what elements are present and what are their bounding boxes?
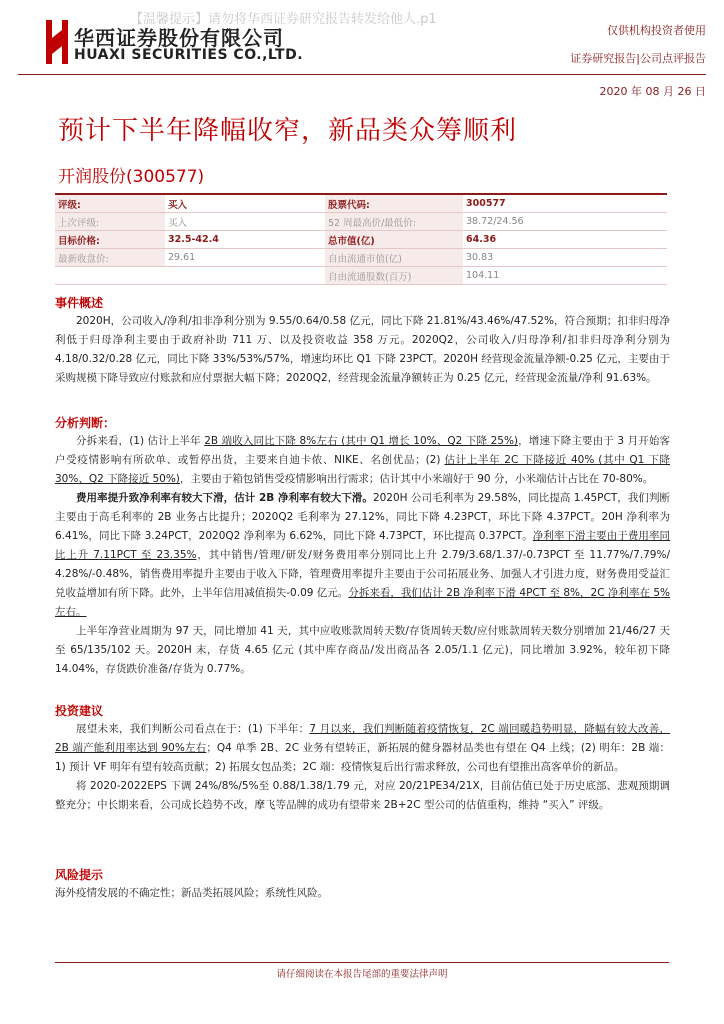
text-span: ；Q4 单季 2B、2C 业务有望转正，新拓展的健身器材品类也有望在 Q4 上线；(2) 明年：2B 端：1) 预计 VF 明年有望有较高贡献；2) 拓展女包品类；2C 端：疫情恢复后出行需求释放，公司也有望推出高客单价的新品。	[55, 742, 670, 773]
header-divider	[18, 74, 706, 75]
analysis-paragraph-3: 上半年净营业周期为 97 天，同比增加 41 天，其中应收账款周转天数/存货周转天数/应付账款周转天数分别增加 21/46/27 天至 65/135/102 天。2020H 末，存货 4.65 亿元 (其中库存商品/发出商品各 2.05/1.1 亿元)，同比增加 3.92%，较年初下降 14.04%，存货跌价准备/存货为 0.77%。	[55, 625, 670, 675]
company-logo-english: HUAXI SECURITIES CO.,LTD.	[74, 47, 304, 63]
close-price-label: 最新收盘价:	[55, 249, 165, 267]
rating-label: 评级:	[55, 194, 165, 213]
analysis-paragraph-2	[55, 489, 670, 622]
table-row	[55, 194, 667, 213]
market-cap-label: 总市值(亿)	[325, 231, 463, 249]
risk-heading: 风险提示	[55, 868, 104, 882]
analysis-body	[55, 432, 670, 679]
52w-range-value: 38.72/24.56	[463, 213, 667, 231]
table-row	[55, 249, 667, 267]
close-price-value: 29.61	[165, 249, 325, 267]
target-price-label: 目标价格:	[55, 231, 165, 249]
legal-notice: 请仔细阅读在本报告尾部的重要法律声明	[276, 969, 448, 980]
report-type: 证券研究报告|公司点评报告	[570, 52, 706, 65]
analysis-paragraph-1	[55, 432, 670, 489]
table-row	[55, 267, 667, 285]
events-body	[55, 312, 670, 388]
rating-info-table	[55, 193, 667, 285]
target-price-value: 32.5-42.4	[165, 231, 325, 249]
rating-value: 买入	[165, 194, 325, 213]
text-span: ，增速下降主要由于 3 月开始客户受疫情影响有所砍单、或暂停出货，主要来自迪卡侬、NIKE、名创优品；(2)	[55, 435, 670, 466]
invest-paragraph-1	[55, 720, 670, 777]
events-heading: 事件概述	[55, 296, 104, 310]
empty-cell	[165, 267, 325, 285]
bold-lead: 费用率提升致净利率有较大下滑，估计 2B 净利率有较大下滑。	[76, 492, 373, 504]
market-cap-value: 64.36	[463, 231, 667, 249]
stock-code-value: 300577	[463, 194, 667, 213]
report-title: 预计下半年降幅收窄，新品类众筹顺利	[58, 116, 518, 146]
invest-body	[55, 720, 670, 815]
invest-paragraph-2: 将 2020-2022EPS 下调 24%/8%/5%至 0.88/1.38/1.79 元，对应 20/21PE34/21X，目前估值已处于历史底部、悲观预期调整充分；中长期来看，公司成长趋势不改，摩飞等品牌的成功有望带来 2B+2C 型公司的估值重构，维持 “买入” 评级。	[55, 780, 670, 811]
table-row	[55, 231, 667, 249]
huaxi-logo-icon	[46, 20, 68, 64]
table-row	[55, 213, 667, 231]
text-span: ，其中销售/管理/研发/财务费用率分别同比上升 2.79/3.68/1.37/-0.73PCT 至 11.77%/7.79%/ 4.28%/-0.48%，销售费用率提升主要由于收入下降，管理费用率提升主要由于公司拓展业务、加强人才引进力度，财务费用受益汇兑收益增加有所下降。此外，上半年信用减值损失-0.09 亿元。	[55, 549, 670, 599]
text-span: 展望未来，我们判断公司看点在于：(1) 下半年：	[76, 723, 310, 735]
text-span: 2020H 公司毛利率为 29.58%，同比提高 1.45PCT，我们判断主要由于高毛利率的 2B 业务占比提升；2020Q2 毛利率为 27.12%，同比下降 4.23PCT，环比下降 4.37PCT。20H 净利率为 6.41%，同比下降 3.24PCT，2020Q2 净利率为 6.62%，同比下降 4.73PCT，环比提高 0.37PCT。	[55, 492, 670, 542]
prev-rating-value: 买入	[165, 213, 325, 231]
empty-cell	[55, 267, 165, 285]
stock-code-label: 股票代码:	[325, 194, 463, 213]
invest-heading: 投资建议	[55, 704, 104, 718]
text-span: ，主要由于箱包销售受疫情影响出行需求；估计其中小米端好于 90 分，小米端估计占比在 70-80%。	[179, 473, 654, 485]
footer-divider	[55, 962, 669, 963]
analysis-heading: 分析判断：	[55, 416, 116, 430]
risk-body	[55, 884, 670, 903]
float-shares-label: 自由流通股数(百万)	[325, 267, 463, 285]
52w-range-label: 52 周最高价/最低价:	[325, 213, 463, 231]
float-shares-value: 104.11	[463, 267, 667, 285]
underlined-text: 7 月以来，我们判断随着疫情恢复，2C 端回暖趋势明显，降幅有较大改善，2B 端产能利用率达到 90%左右	[55, 723, 670, 754]
float-cap-label: 自由流通市值(亿)	[325, 249, 463, 267]
text-span: 分拆来看，(1) 估计上半年	[76, 435, 205, 447]
underlined-text: 估计上半年 2C 下降接近 40% (其中 Q1 下降 30%、Q2 下降接近 50%)	[55, 454, 670, 485]
events-paragraph: 2020H，公司收入/净利/扣非净利分别为 9.55/0.64/0.58 亿元，同比下降 21.81%/43.46%/47.52%，符合预期；扣非归母净利低于归母净利主要由于政府补助 711 万、以及投资收益 358 万元。2020Q2，公司收入/归母净利/扣非归母净利分别为 4.18/0.32/0.28 亿元，同比下降 33%/53%/57%，增速均环比 Q1 下降 23PCT。2020H 经营现金流量净额-0.25 亿元，主要由于采购规模下降导致应付账款和应付票据大幅下降；2020Q2，经营现金流量净额转正为 0.25 亿元，经营现金流量/净利 91.63%。	[55, 315, 670, 384]
underlined-text: 2B 端收入同比下降 8%左右 (其中 Q1 增长 10%、Q2 下降 25%)	[204, 435, 519, 447]
company-name: 开润股份(300577)	[58, 167, 205, 187]
underlined-text: 净利率下滑主要由于费用率同比上升 7.11PCT 至 23.35%	[55, 530, 670, 561]
report-date: 2020 年 08 月 26 日	[599, 85, 706, 98]
watermark-notice: 【温馨提示】请勿将华西证券研究报告转发给他人.p1	[130, 12, 437, 27]
underlined-text: 分拆来看，我们估计 2B 净利率下滑 4PCT 至 8%，2C 净利率在 5%左右。	[55, 587, 670, 618]
float-cap-value: 30.83	[463, 249, 667, 267]
risk-paragraph: 海外疫情发展的不确定性；新品类拓展风险；系统性风险。	[55, 887, 328, 899]
company-logo-name: 华西证券股份有限公司	[74, 26, 284, 50]
prev-rating-label: 上次评级:	[55, 213, 165, 231]
audience-label: 仅供机构投资者使用	[607, 24, 706, 37]
